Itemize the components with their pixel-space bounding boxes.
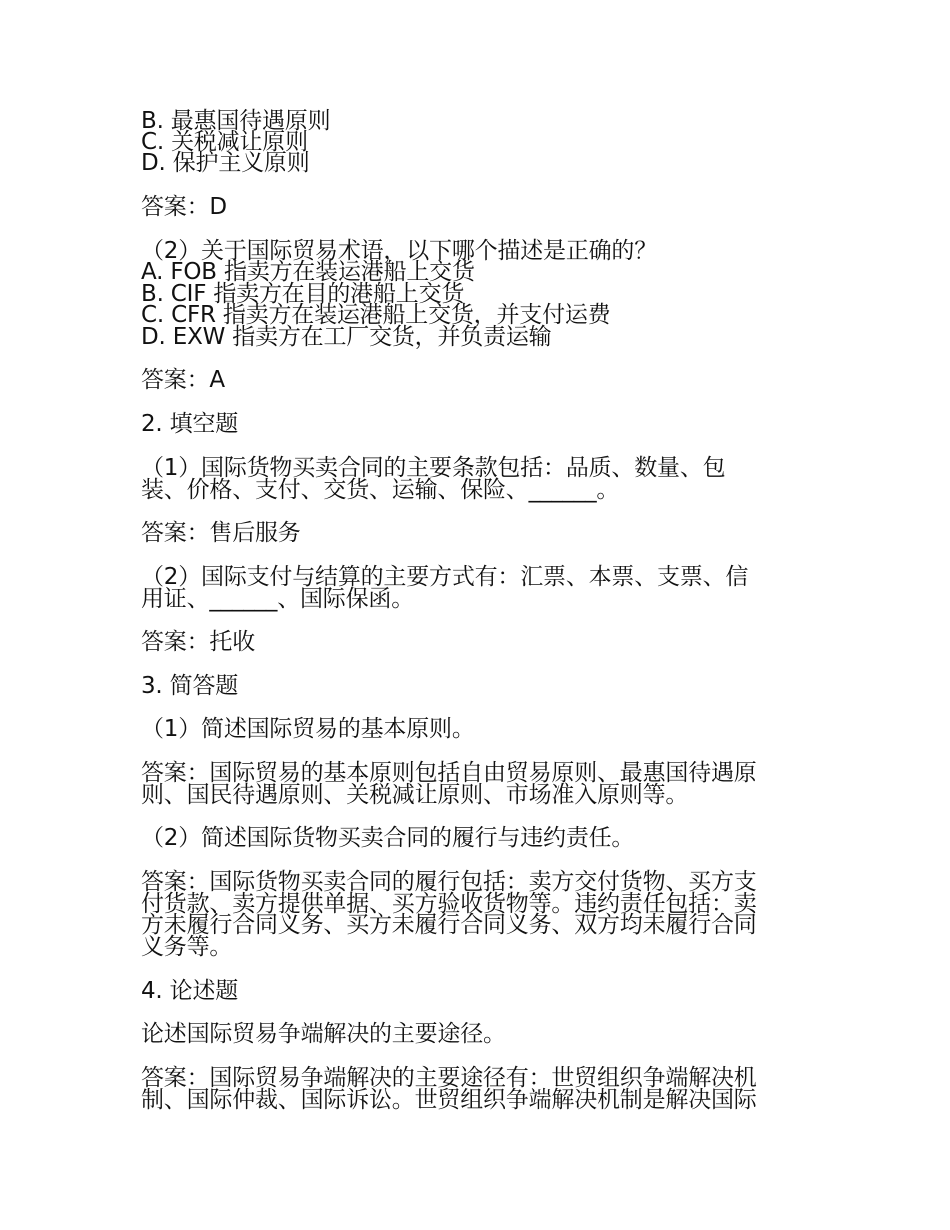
essay-question: 论述国际贸易争端解决的主要途径。: [141, 1021, 506, 1047]
short-a1-line1: 答案：国际贸易的基本原则包括自由贸易原则、最惠国待遇原: [141, 760, 757, 786]
short-a1-line2: 则、国民待遇原则、关税减让原则、市场准入原则等。: [141, 782, 689, 808]
short-a2-line1: 答案：国际货物买卖合同的履行包括：卖方交付货物、买方支: [141, 869, 757, 895]
fill-q1-line1: （1）国际货物买卖合同的主要条款包括：品质、数量、包: [141, 455, 726, 481]
q1-answer: 答案：D: [141, 194, 227, 220]
q2-stem: （2）关于国际贸易术语，以下哪个描述是正确的？: [141, 238, 658, 264]
fill-q1-line2: 装、价格、支付、交货、运输、保险、______。: [141, 477, 620, 503]
q1-option-d: D. 保护主义原则: [141, 150, 310, 176]
q1-option-b: B. 最惠国待遇原则: [141, 108, 331, 134]
essay-answer-line1: 答案：国际贸易争端解决的主要途径有：世贸组织争端解决机: [141, 1065, 757, 1091]
short-a2-line2: 付货款、卖方提供单据、买方验收货物等。违约责任包括：卖: [141, 891, 757, 917]
q2-option-d: D. EXW 指卖方在工厂交货，并负责运输: [141, 324, 552, 350]
essay-answer-line2: 制、国际仲裁、国际诉讼。世贸组织争端解决机制是解决国际: [141, 1087, 757, 1113]
q2-option-a: A. FOB 指卖方在装运港船上交货: [141, 259, 475, 285]
section2-title: 2. 填空题: [141, 411, 239, 437]
q1-option-c: C. 关税减让原则: [141, 129, 308, 155]
fill-a1: 答案：售后服务: [141, 520, 301, 546]
fill-q2-line2: 用证、______、国际保函。: [141, 586, 415, 612]
short-a2-line3: 方未履行合同义务、买方未履行合同义务、双方均未履行合同: [141, 912, 757, 938]
q2-option-c: C. CFR 指卖方在装运港船上交货，并支付运费: [141, 302, 611, 328]
short-a2-line4: 义务等。: [141, 934, 233, 960]
fill-a2: 答案：托收: [141, 629, 256, 655]
section4-title: 4. 论述题: [141, 978, 239, 1004]
fill-q2-line1: （2）国际支付与结算的主要方式有：汇票、本票、支票、信: [141, 564, 749, 590]
q2-option-b: B. CIF 指卖方在目的港船上交货: [141, 281, 465, 307]
short-q2: （2）简述国际货物买卖合同的履行与违约责任。: [141, 825, 635, 851]
short-q1: （1）简述国际贸易的基本原则。: [141, 716, 475, 742]
q2-answer: 答案：A: [141, 367, 225, 393]
section3-title: 3. 简答题: [141, 673, 239, 699]
